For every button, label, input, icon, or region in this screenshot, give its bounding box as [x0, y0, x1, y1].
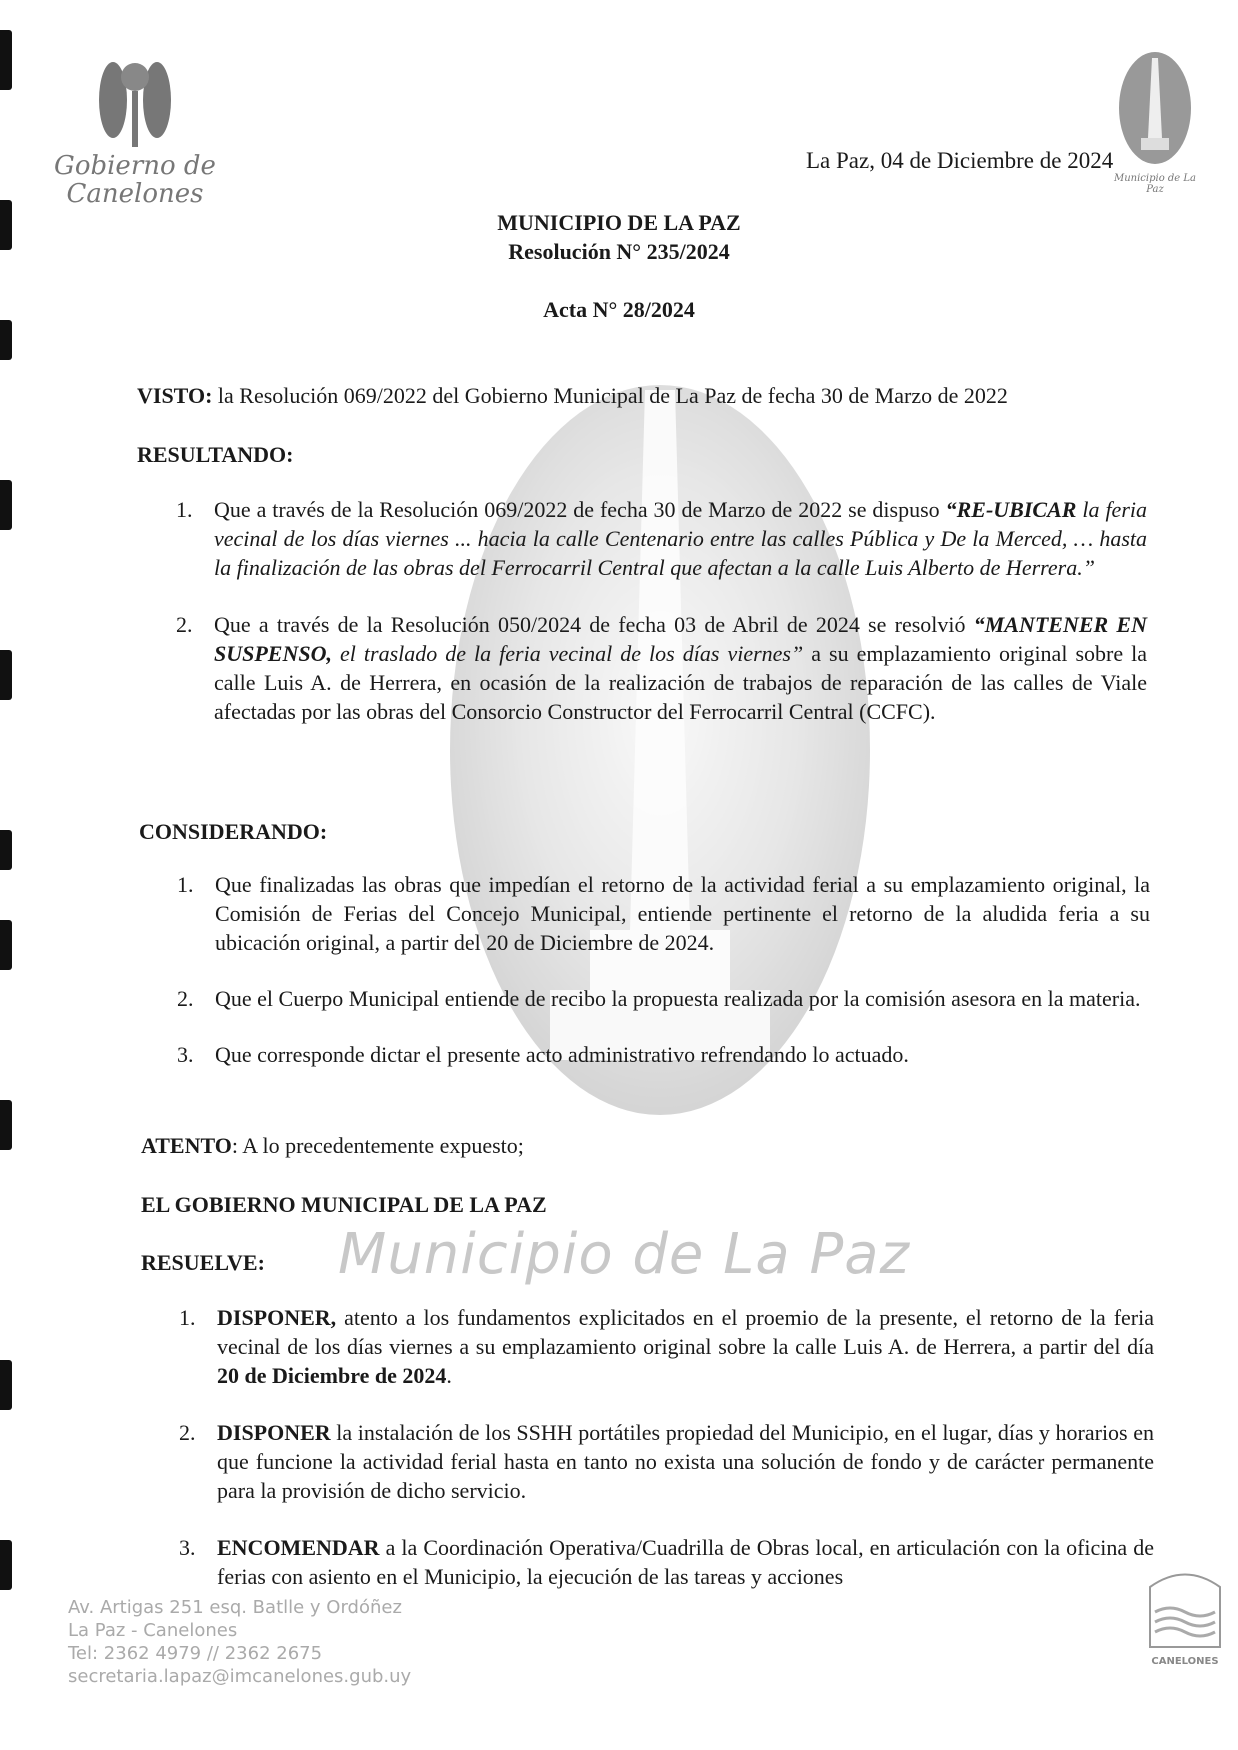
atento-label: ATENTO [141, 1133, 232, 1158]
acta-number: Acta N° 28/2024 [543, 297, 695, 322]
item-date: 20 de Diciembre de 2024 [217, 1363, 447, 1388]
item-text: Que finalizadas las obras que impedían el retorno de la actividad ferial a su emplazamiento original, la Comisión de Ferias del Concejo Municipal, entiende pertinente el retorno de la aludida feria a su ubicación original, a partir del 20 de Diciembre de 2024. [215, 872, 1150, 955]
item-text: atento a los fundamentos explicitados en el proemio de la presente, el retorno de la feria vecinal de los días viernes a su emplazamiento original sobre la calle Luis A. de Herrera, a partir del día [217, 1305, 1154, 1359]
scan-mark [0, 30, 12, 90]
atento-section [141, 1131, 524, 1160]
logo-caption: Municipio de La Paz [1113, 173, 1197, 195]
item-text: Que a través de la Resolución 069/2022 de fecha 30 de Marzo de 2022 se dispuso [214, 497, 946, 522]
visto-text: la Resolución 069/2022 del Gobierno Municipal de La Paz de fecha 30 de Marzo de 2022 [212, 383, 1008, 408]
gobierno-heading: EL GOBIERNO MUNICIPAL DE LA PAZ [141, 1192, 547, 1217]
scan-mark [0, 650, 12, 700]
logo-text-line1: Gobierno de [54, 151, 216, 181]
list-item [177, 984, 1150, 1013]
item-number: 1. [176, 497, 193, 522]
item-number: 1. [179, 1305, 196, 1330]
resultando-label: RESULTANDO: [137, 442, 294, 467]
logo-text-line2: Canelones [66, 179, 204, 209]
visto-label: VISTO: [137, 383, 213, 408]
item-quote: la feria vecinal de los días viernes ... hacia la calle Centenario entre las calles Pública y De la Merced, … hasta la finalización de las obras del Ferrocarril Central que afectan a la calle Luis Alberto de Herrera.” [214, 497, 1147, 580]
item-number: 3. [177, 1042, 194, 1067]
item-text-tail: . [446, 1363, 452, 1388]
considerando-label: CONSIDERANDO: [139, 819, 328, 844]
item-verb: DISPONER, [217, 1305, 337, 1330]
list-item [179, 1533, 1154, 1591]
resuelve-label: RESUELVE: [141, 1250, 265, 1275]
municipio-la-paz-logo [1105, 48, 1205, 195]
gobierno-canelones-logo [50, 55, 220, 208]
list-item [179, 1303, 1154, 1390]
page-title: MUNICIPIO DE LA PAZ [497, 210, 741, 235]
item-text: la instalación de los SSHH portátiles propiedad del Municipio, en el lugar, días y horarios en que funcione la actividad ferial hasta en tanto no exista una solución de fondo y de carácter permanente para la provisión de dicho servicio. [217, 1420, 1154, 1503]
item-verb: DISPONER [217, 1420, 331, 1445]
monument-icon [1115, 48, 1195, 168]
list-item [177, 1040, 1150, 1069]
item-quote: el traslado de la feria vecinal de los días viernes” [331, 641, 804, 666]
scan-mark [0, 1540, 12, 1590]
list-item [176, 610, 1147, 726]
scan-mark [0, 480, 12, 530]
scan-mark [0, 830, 12, 870]
item-text-tail: a su emplazamiento original sobre la calle Luis A. de Herrera, en ocasión de la realización de trabajos de reparación de las calles de Viale afectadas por las obras del Consorcio Constructor del Ferrocarril Central (CCFC). [214, 641, 1147, 724]
footer-phone: Tel: 2362 4979 // 2362 2675 [68, 1643, 323, 1664]
list-item [176, 495, 1147, 582]
footer-city: La Paz - Canelones [68, 1620, 238, 1641]
resuelve-list [179, 1303, 1154, 1591]
item-verb: ENCOMENDAR [217, 1535, 380, 1560]
list-item [177, 870, 1150, 957]
item-text: Que a través de la Resolución 050/2024 de fecha 03 de Abril de 2024 se resolvió [214, 612, 974, 637]
footer-address: Av. Artigas 251 esq. Batlle y Ordóñez [68, 1597, 402, 1618]
footer-contact [68, 1596, 411, 1688]
item-number: 1. [177, 872, 194, 897]
canelones-emblem-icon [95, 55, 175, 147]
footer-email: secretaria.lapaz@imcanelones.gub.uy [68, 1666, 412, 1687]
item-emphasis: “RE-UBICAR [945, 497, 1077, 522]
municipio-watermark-text: Municipio de La Paz [338, 1222, 910, 1287]
list-item [179, 1418, 1154, 1505]
item-number: 3. [179, 1535, 196, 1560]
canelones-seal-icon [1140, 1562, 1230, 1672]
item-number: 2. [176, 612, 193, 637]
visto-section [137, 381, 1147, 410]
item-text: a la Coordinación Operativa/Cuadrilla de Obras local, en articulación con la oficina de ferias con asiento en el Municipio, la ejecución de las tareas y acciones [217, 1535, 1154, 1589]
resultando-list [176, 495, 1147, 726]
item-text: Que corresponde dictar el presente acto administrativo refrendando lo actuado. [215, 1042, 909, 1067]
item-number: 2. [177, 986, 194, 1011]
item-text: Que el Cuerpo Municipal entiende de recibo la propuesta realizada por la comisión asesora en la materia. [215, 986, 1141, 1011]
item-emphasis: “MANTENER EN SUSPENSO, [214, 612, 1147, 666]
scan-mark [0, 1360, 12, 1410]
scan-mark [0, 1100, 12, 1150]
resolution-number: Resolución N° 235/2024 [508, 239, 730, 264]
considerando-list [177, 870, 1150, 1069]
seal-text: CANELONES [1151, 1656, 1219, 1667]
item-number: 2. [179, 1420, 196, 1445]
scan-mark [0, 920, 12, 970]
atento-text: : A lo precedentemente expuesto; [231, 1133, 524, 1158]
scan-mark [0, 320, 12, 360]
document-date: La Paz, 04 de Diciembre de 2024 [806, 148, 1114, 173]
